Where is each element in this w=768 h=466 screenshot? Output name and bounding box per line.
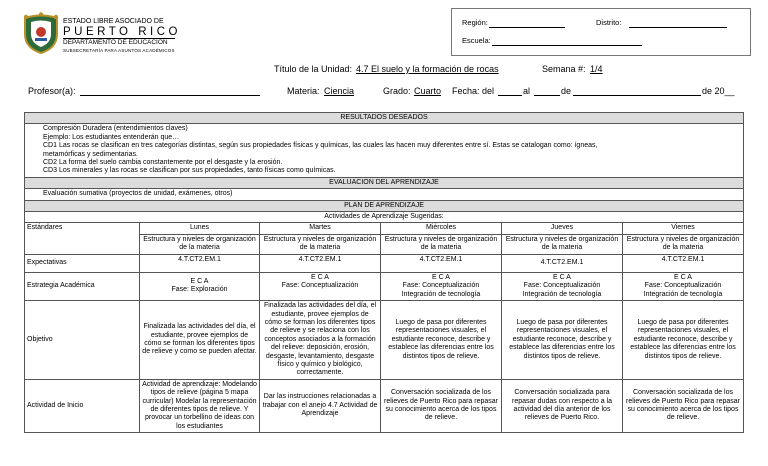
estandares-cell: Estructura y niveles de organización de la materia	[140, 234, 260, 254]
profesor-label: Profesor(a):	[28, 86, 76, 96]
expectativa-cell: 4.T.CT2.EM.1	[381, 254, 502, 272]
day-header-viernes: Viernes	[623, 223, 744, 234]
estrategia-line: E C A	[674, 273, 692, 281]
puerto-rico-seal-logo	[22, 12, 60, 54]
estrategia-line: E C A	[190, 278, 209, 286]
escuela-label: Escuela:	[462, 36, 491, 45]
unit-title-label: Título de la Unidad:	[274, 64, 353, 74]
region-field[interactable]	[489, 27, 565, 28]
week-label: Semana #:	[542, 64, 586, 74]
inicio-cell: Conversación socializada para repasar dudas con respecto a la actividad del día anterior de los relieves de Puerto Rico.	[502, 379, 623, 432]
objetivo-cell: Luego de pasa por diferentes representaciones visuales, el estudiante reconoce, describe y establece las diferencias entre los distintos tipos de relieve.	[381, 301, 502, 380]
resultados-line: metamórficas y sedimentarias.	[43, 150, 138, 158]
region-box	[451, 8, 751, 56]
estandares-cell: Estructura y niveles de organización de la materia	[623, 234, 744, 254]
inicio-cell: Conversación socializada de los relieves de Puerto Rico para repasar su conocimiento acerca de los tipos de relieve.	[623, 379, 744, 432]
agency-line-4: SUBSECRETARÍA PARA ASUNTOS ACADÉMICOS	[63, 48, 175, 54]
estrategia-cell	[623, 272, 744, 300]
month-field[interactable]	[573, 87, 701, 96]
plan-subheader: Actividades de Aprendizaje Sugeridas:	[25, 212, 744, 223]
day-header-jueves: Jueves	[502, 223, 623, 234]
unit-title-value: 4.7 El suelo y la formación de rocas	[356, 64, 499, 74]
agency-line-2: PUERTO RICO	[63, 25, 181, 38]
row-label-estandares: Estándares	[25, 223, 140, 254]
escuela-field[interactable]	[492, 45, 642, 46]
estandares-cell: Estructura y niveles de organización de la materia	[381, 234, 502, 254]
grado-label: Grado:	[383, 86, 411, 96]
inicio-cell: Conversación socializada de los relieves de Puerto Rico para repasar su conocimiento acerca de los tipos de relieve.	[381, 379, 502, 432]
estrategia-line: Fase: Exploración	[171, 286, 228, 294]
objetivo-cell: Finalizada las actividades del día, el estudiante, provee ejemplos de cómo se forman los diferentes tipos de relieve y se relaciona con los conceptos asociados a la formación del relieve: deposición, erosión, desgaste, levantamiento, desgaste físico y químico y biológico, correctamente.	[260, 301, 381, 380]
agency-line-3: DEPARTAMENTO DE EDUCACIÓN	[63, 38, 175, 48]
estrategia-line: E C A	[311, 273, 329, 281]
grado-value: Cuarto	[414, 86, 442, 96]
week-value: 1/4	[590, 64, 603, 74]
estrategia-cell	[260, 272, 381, 300]
resultados-line: CD1 Las rocas se clasifican en tres categorías distintas, según sus propiedades físicas y químicas, las cuales las hacen muy diferentes entre sí. Estas se catalogan como: ígneas,	[43, 142, 598, 150]
fecha-label: Fecha: del	[452, 86, 495, 96]
distrito-field[interactable]	[629, 27, 727, 28]
expectativa-cell: 4.T.CT2.EM.1	[623, 254, 744, 272]
day-header-martes: Martes	[260, 223, 381, 234]
expectativa-cell: 4.T.CT2.EM.1	[502, 254, 623, 272]
row-label-estrategia: Estrategia Académica	[25, 272, 140, 300]
estrategia-line: Integración de tecnología	[522, 290, 602, 298]
estandares-cell: Estructura y niveles de organización de la materia	[260, 234, 381, 254]
day-header-miercoles: Miércoles	[381, 223, 502, 234]
objetivo-cell: Finalizada las actividades del día, el estudiante, provee ejemplos de cómo se forman los diferentes tipos de relieve y como se pueden afectar.	[140, 301, 260, 380]
fecha-to-field[interactable]	[534, 87, 560, 96]
resultados-line: CD3 Los minerales y las rocas se clasifican por sus propiedades, tanto físicas como químicas.	[43, 167, 336, 175]
resultados-line: CD2 La forma del suelo cambia constantemente por el desgaste y la erosión.	[43, 159, 283, 167]
distrito-label: Distrito:	[596, 18, 622, 27]
objetivo-cell: Luego de pasa por diferentes representaciones visuales, el estudiante reconoce, describe y establece las diferencias entre los distintos tipos de relieve.	[623, 301, 744, 380]
evaluacion-text: Evaluación sumativa (proyectos de unidad, exámenes, otros)	[25, 189, 744, 200]
resultados-line: Compresión Duradera (entendimientos claves)	[43, 125, 188, 133]
estrategia-line: E C A	[553, 273, 571, 281]
region-label: Región:	[462, 18, 488, 27]
estrategia-line: Fase: Conceptualización	[281, 282, 359, 290]
row-label-inicio: Actividad de Inicio	[25, 379, 140, 432]
row-label-expectativas: Expectativas	[25, 254, 140, 272]
estrategia-line: Fase: Conceptualización	[644, 282, 722, 290]
materia-value: Ciencia	[324, 86, 355, 96]
fecha-from-field[interactable]	[498, 87, 522, 96]
expectativa-cell: 4.T.CT2.EM.1	[140, 254, 260, 272]
estrategia-line: Fase: Conceptualización	[402, 282, 480, 290]
row-label-objetivo: Objetivo	[25, 301, 140, 380]
lesson-plan-table	[24, 112, 744, 433]
inicio-cell: Dar las instrucciones relacionadas a trabajar con el anejo 4.7 Actividad de Aprendizaje	[260, 379, 381, 432]
estrategia-cell	[381, 272, 502, 300]
estrategia-line: E C A	[432, 273, 450, 281]
year-label: de 20__	[702, 86, 735, 96]
objetivo-cell: Luego de pasa por diferentes representaciones visuales, el estudiante reconoce, describe y establece las diferencias entre los distintos tipos de relieve.	[502, 301, 623, 380]
plan-header: PLAN DE APRENDIZAJE	[25, 200, 744, 211]
agency-line-1: ESTADO LIBRE ASOCIADO DE	[63, 18, 164, 25]
profesor-field[interactable]	[80, 87, 260, 96]
estrategia-line: Fase: Conceptualización	[523, 282, 601, 290]
evaluacion-header: EVALUACION DEL APRENDIZAJE	[25, 177, 744, 188]
al-label: al	[523, 86, 531, 96]
estrategia-line: Integración de tecnología	[401, 290, 481, 298]
materia-label: Materia:	[287, 86, 320, 96]
estandares-cell: Estructura y niveles de organización de la materia	[502, 234, 623, 254]
expectativa-cell: 4.T.CT2.EM.1	[260, 254, 381, 272]
estrategia-cell	[140, 272, 260, 300]
day-header-lunes: Lunes	[140, 223, 260, 234]
resultados-body	[25, 124, 744, 177]
resultados-line: Ejemplo: Los estudiantes entenderán que…	[43, 133, 180, 141]
estrategia-line: Integración de tecnología	[643, 290, 723, 298]
estrategia-cell	[502, 272, 623, 300]
resultados-header: RESULTADOS DESEADOS	[25, 113, 744, 124]
de-label: de	[561, 86, 572, 96]
inicio-cell: Actividad de aprendizaje: Modelando tipos de relieve (página 5 mapa curricular) Modelar la representación de diferentes tipos de relieve. Y provocar un torbellino de ideas con los estudiantes	[140, 379, 260, 432]
agency-header	[63, 18, 181, 56]
